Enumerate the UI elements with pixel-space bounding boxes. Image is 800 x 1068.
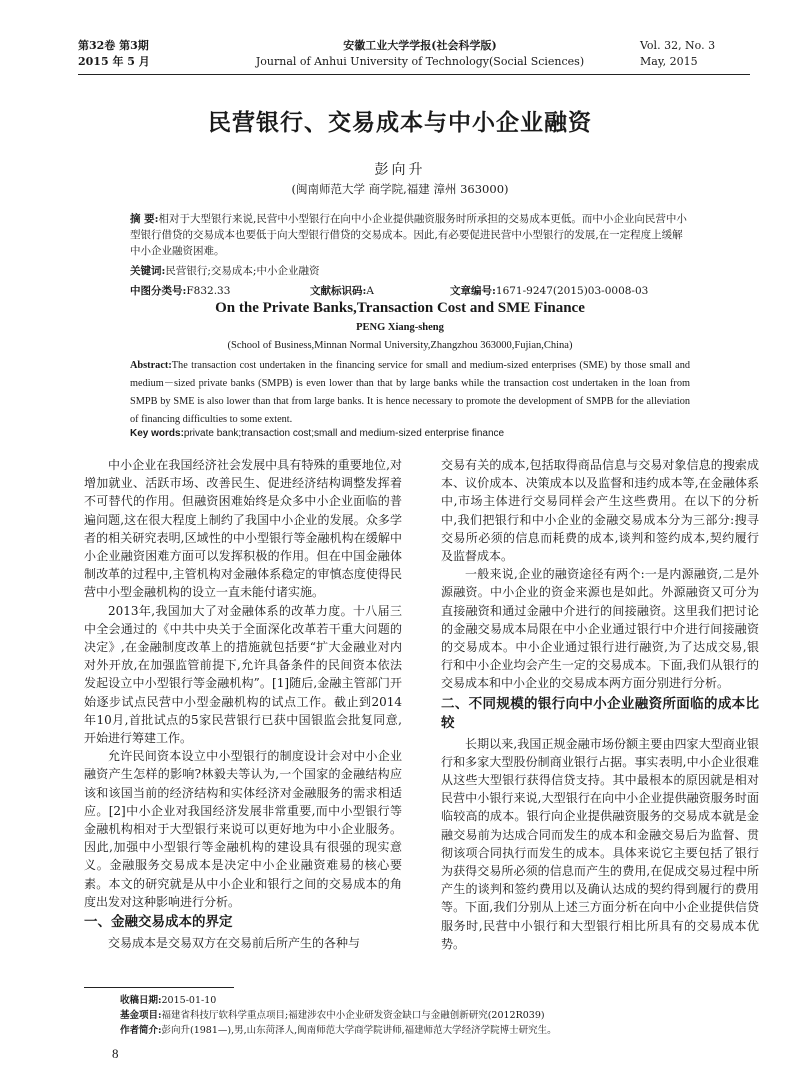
body-column-left (84, 456, 402, 952)
abstract-zh-label: 摘 要: (130, 213, 159, 225)
volume-issue: 第32卷 第3期 (78, 39, 149, 52)
journal-name (240, 38, 600, 70)
issue-date-en: May, 2015 (640, 55, 698, 68)
article-title-en: On the Private Banks,Transaction Cost and SME Finance (215, 300, 585, 316)
keywords-zh-label: 关键词: (130, 265, 166, 277)
paragraph: 中小企业在我国经济社会发展中具有特殊的重要地位,对增加就业、活跃市场、改善民生、促进经济结构调整发挥着不可替代的作用。但融资困难始终是众多中小企业面临的普遍问题,这在很大程度上制约了我国中小企业的发展。众多学者的相关研究表明,区域性的中小型银行等金融机构在缓解中小企业融资困难方面可以发挥积极的作用。但在中国金融体制改革的过程中,主管机构对金融体系稳定的审慎态度使得民营中小型金融机构的设立一直未能付诸实施。 (84, 458, 402, 600)
paragraph: 2013年,我国加大了对金融体系的改革力度。十八届三中全会通过的《中共中央关于全面深化改革若干重大问题的决定》,在金融制度改革上的措施就包括要“扩大金融业对内对外开放,在加强监管前提下,允许具备条件的民间资本依法发起设立中小型银行等金融机构”。[1]随后,金融主管部门开始逐步试点民营中小型金融机构的试点工作。截止到2014年10月,首批试点的5家民营银行已获中国银监会批复同意,开始进行筹建工作。 (84, 603, 402, 746)
doc-code (310, 283, 374, 298)
article-label: 文章编号: (450, 285, 496, 297)
keywords-en-label: Key words: (130, 428, 184, 439)
paragraph: 交易成本是交易双方在交易前后所产生的各种与 (108, 936, 361, 951)
fund-label: 基金项目: (120, 1010, 162, 1021)
page-number: 8 (112, 1046, 119, 1061)
journal-name-en: Journal of Anhui University of Technology(Social Sciences) (255, 55, 585, 68)
clc-label: 中图分类号: (130, 285, 187, 297)
paragraph: 交易有关的成本,包括取得商品信息与交易对象信息的搜索成本、议价成本、决策成本以及监督和违约成本等,在金融体系中,市场主体进行交易同样会产生这些费用。在以下的分析中,我们把银行和中小企业的金融交易成本分为三部分:搜寻交易所必须的信息而耗费的成本,谈判和签约成本,契约履行及监督成本。 (441, 458, 759, 564)
author-zh: 彭向升 (374, 162, 426, 178)
issue-info-en (640, 38, 760, 70)
doc-value: A (366, 285, 374, 297)
fund-value: 福建省科技厅软科学重点项目;福建涉农中小企业研发资金缺口与金融创新研究(2012R039) (161, 1010, 545, 1021)
keywords-zh-text: 民营银行;交易成本;中小企业融资 (165, 265, 320, 277)
issue-info (78, 38, 150, 70)
section-heading-1: 一、金融交易成本的界定 (84, 914, 233, 931)
paragraph: 允许民间资本设立中小型银行的制度设计会对中小企业融资产生怎样的影响?林毅夫等认为,一个国家的金融结构应该和该国当前的经济结构和实体经济对金融服务的需求相适应。[2]中小企业对我国经济发展非常重要,而中小型银行等金融机构相对于大型银行来说可以更好地为中小企业服务。因此,加强中小型银行等金融机构的建设具有很强的现实意义。金融服务交易成本是决定中小企业融资难易的核心要素。本文的研究就是从中小企业和银行之间的交易成本的角度出发对这种影响进行分析。 (84, 749, 402, 909)
section-heading-2: 二、不同规模的银行向中小企业融资所面临的成本比较 (441, 695, 759, 731)
abstract-zh (130, 211, 690, 259)
author-bio-value: 彭向升(1981—),男,山东菏泽人,闽南师范大学商学院讲师,福建师范大学经济学院博士研究生。 (161, 1025, 557, 1036)
article-title-zh: 民营银行、交易成本与中小企业融资 (208, 110, 592, 136)
issue-date: 2015 年 5 月 (78, 55, 150, 68)
abstract-en (130, 357, 690, 429)
abstract-en-label: Abstract: (130, 360, 172, 371)
fund-info (120, 1008, 760, 1023)
doc-label: 文献标识码: (310, 285, 367, 297)
keywords-en-text: private bank;transaction cost;small and medium-sized enterprise finance (183, 428, 505, 439)
abstract-en-text: The transaction cost undertaken in the financing service for small and medium-sized enterprises (SME) by those small and medium－sized private banks (SMPB) is even lower than that by large banks while the transaction cost undertaken in the loan from SMPB by SME is also lower than that from large banks. It is hence necessary to promote the development of SMPB for the alleviation of financing difficulties to some extent. (130, 360, 690, 425)
paragraph: 长期以来,我国正规金融市场份额主要由四家大型商业银行和多家大型股份制商业银行占据。事实表明,中小企业很难从这些大型银行获得信贷支持。其中最根本的原因就是相对民营中小银行来说,大型银行在向中小企业提供融资服务时面临较高的成本。银行向企业提供融资服务的交易成本就是金融交易前为达成合同而发生的成本和金融交易后为监督、贯彻该项合同执行而发生的成本。具体来说它主要包括了银行为获得交易所必须的信息而产生的费用,在促成交易过程中所产生的谈判和签约费用以及确认达成的契约得到履行的费用等。下面,我们分别从上述三方面分析在向中小企业提供信贷服务时,民营中小银行和大型银行相比所具有的交易成本优势。 (441, 736, 759, 951)
affiliation-zh: (闽南师范大学 商学院,福建 漳州 363000) (291, 182, 509, 196)
affiliation-en: (School of Business,Minnan Normal University,Zhangzhou 363000,Fujian,China) (227, 340, 573, 351)
received-label: 收稿日期: (120, 995, 162, 1006)
clc-number (130, 283, 230, 298)
body-column-right (441, 456, 759, 953)
author-bio (120, 1023, 760, 1038)
volume-issue-en: Vol. 32, No. 3 (640, 39, 716, 52)
header-divider (78, 74, 750, 75)
keywords-zh (130, 263, 690, 278)
keywords-en (130, 428, 690, 439)
author-en: PENG Xiang-sheng (356, 322, 444, 333)
received-date (120, 993, 760, 1008)
footnote-divider (84, 987, 234, 988)
journal-name-zh: 安徽工业大学学报(社会科学版) (343, 39, 497, 52)
article-value: 1671-9247(2015)03-0008-03 (495, 285, 649, 297)
author-bio-label: 作者简介: (120, 1025, 162, 1036)
paragraph: 一般来说,企业的融资途径有两个:一是内源融资,二是外源融资。中小企业的资金来源也是如此。外源融资又可分为直接融资和通过金融中介进行的间接融资。这里我们把讨论的金融交易成本局限在中小企业通过银行中介进行间接融资的交易成本。中小企业通过银行进行融资,为了达成交易,银行和中小企业均会产生一定的交易成本。下面,我们从银行的交易成本和中小企业的交易成本两方面分别进行分析。 (441, 567, 759, 691)
received-value: 2015-01-10 (161, 995, 217, 1006)
clc-value: F832.33 (186, 285, 231, 297)
footnotes (120, 993, 760, 1038)
article-number (450, 283, 648, 298)
abstract-zh-text: 相对于大型银行来说,民营中小型银行在向中小企业提供融资服务时所承担的交易成本更低。而中小企业向民营中小型银行借贷的交易成本也要低于向大型银行借贷的交易成本。因此,有必要促进民营中小型银行的发展,在一定程度上缓解中小企业融资困难。 (130, 213, 687, 257)
